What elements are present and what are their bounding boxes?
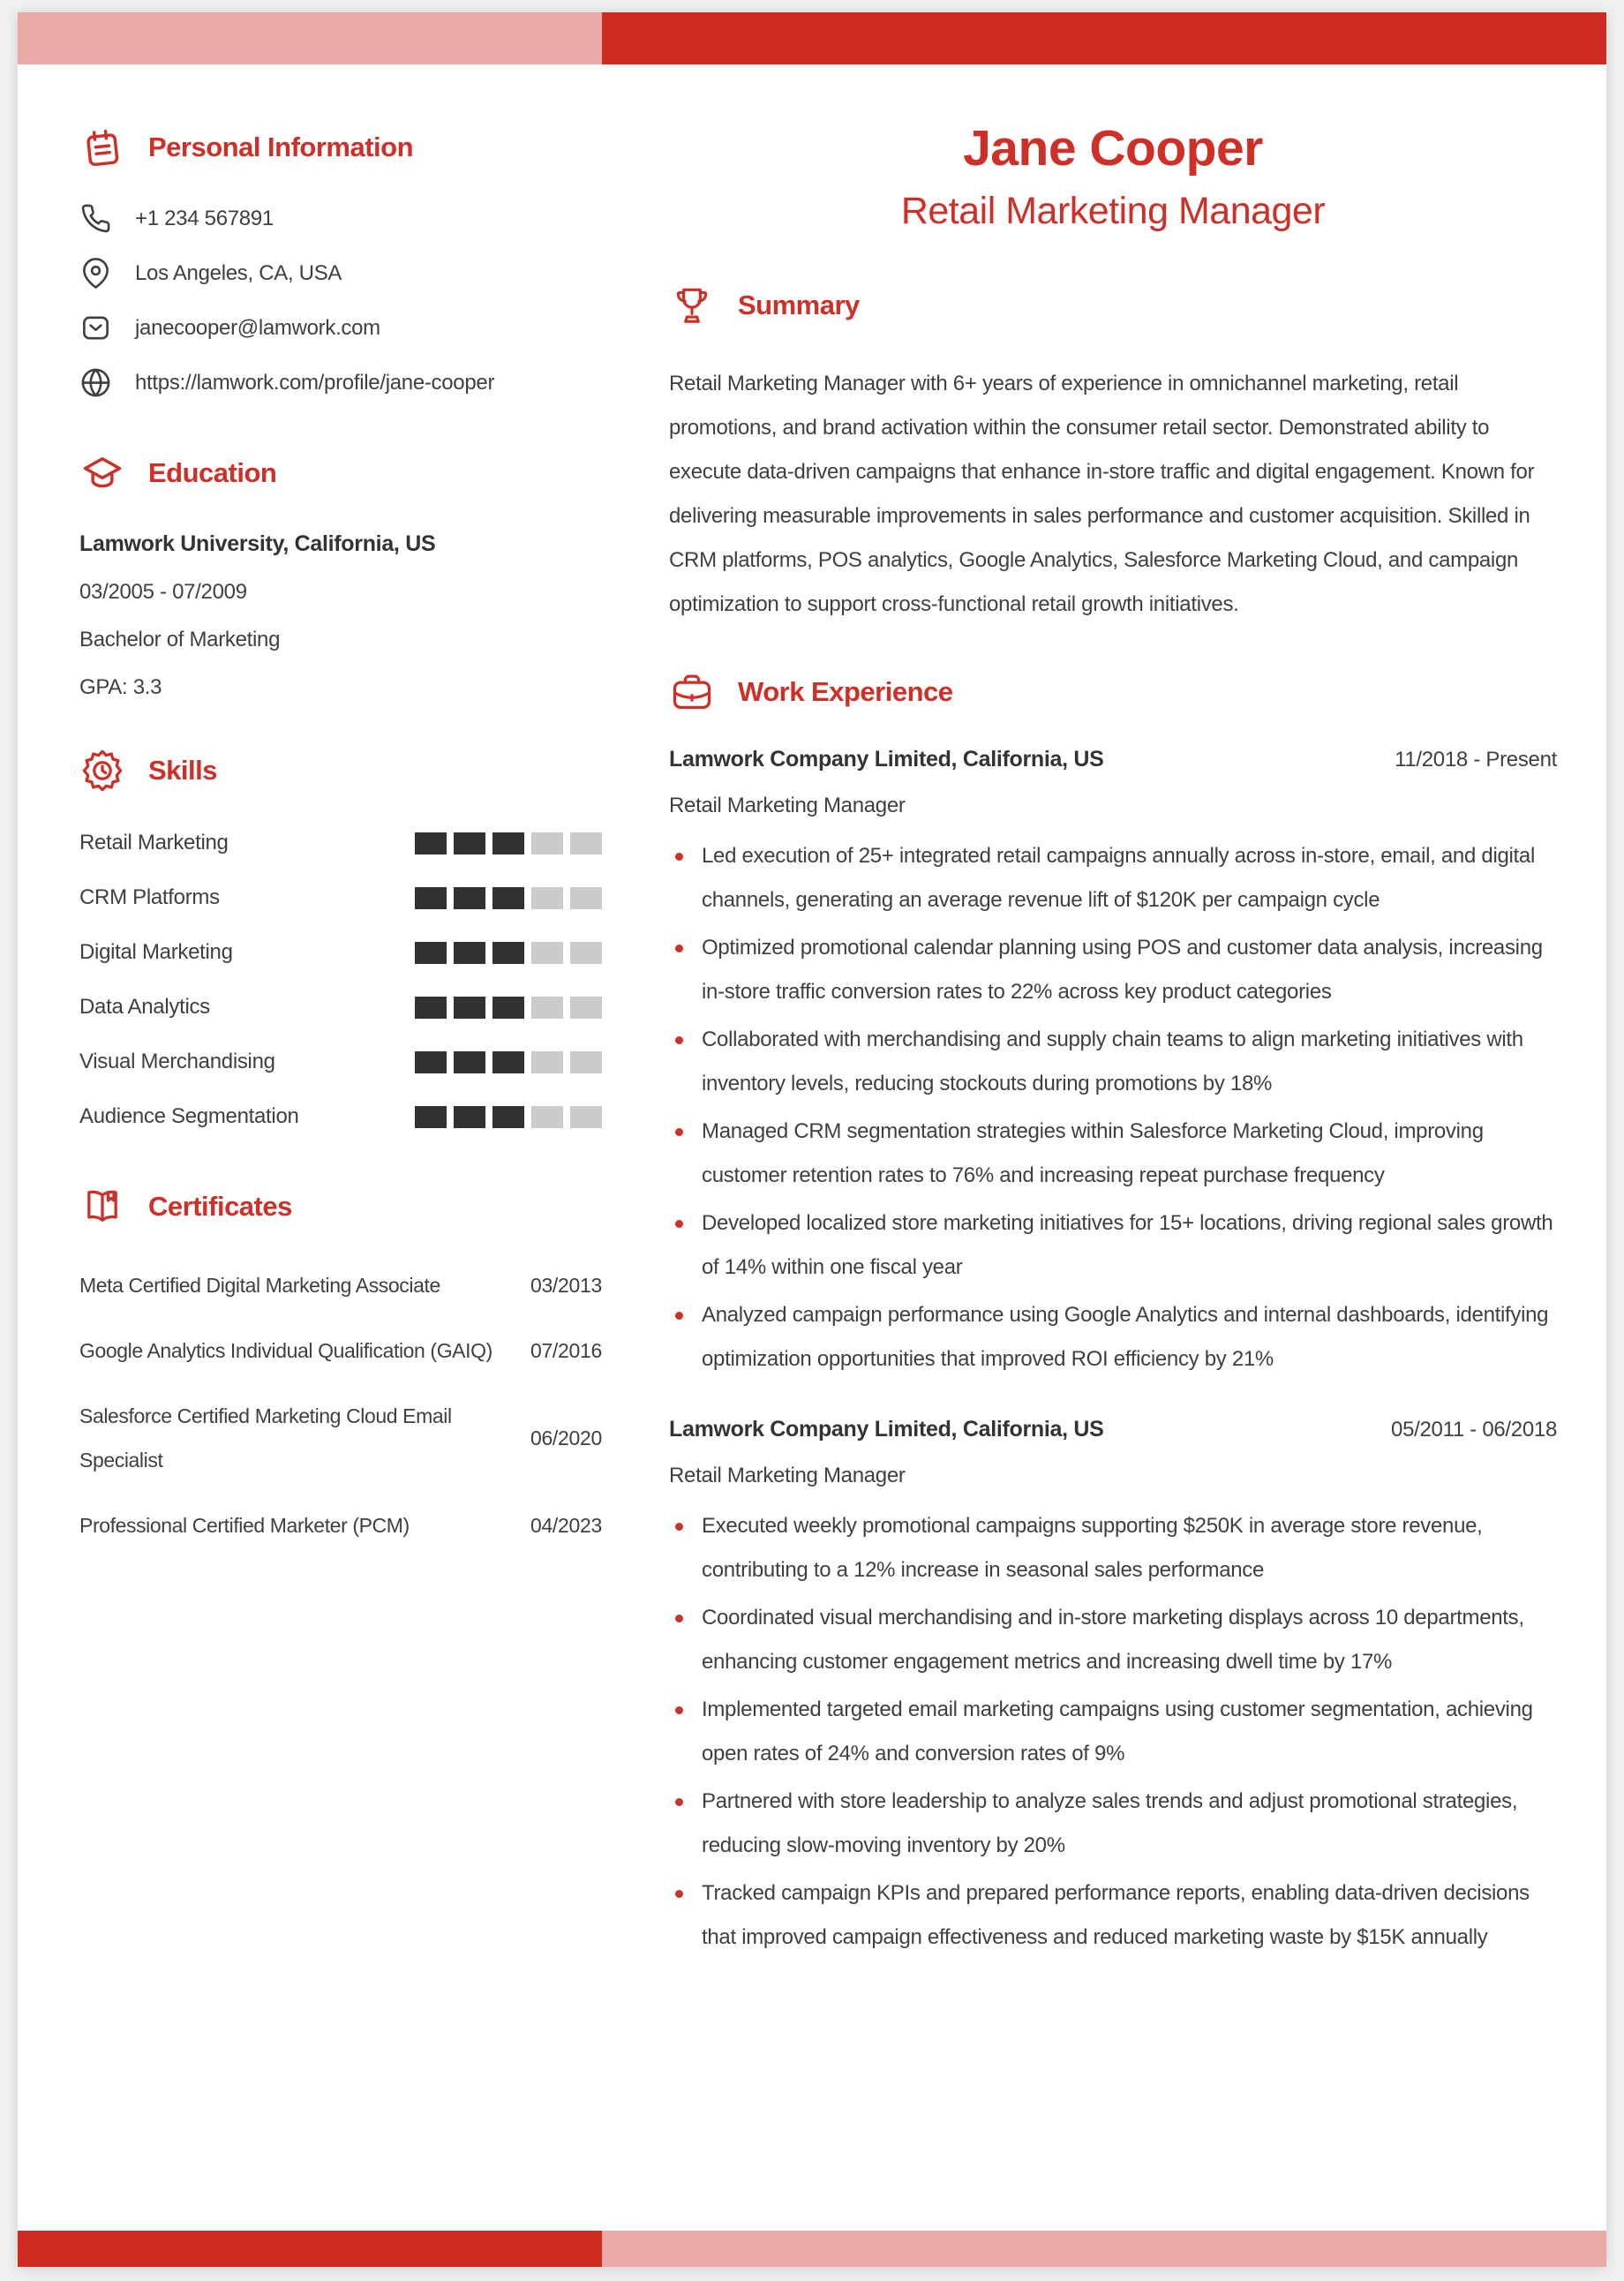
skill-row — [79, 1046, 602, 1078]
summary-text: Retail Marketing Manager with 6+ years of experience in omnichannel marketing, retail promotions, and brand activation within the consumer retail sector. Demonstrated ability to execute data-driven campaigns that enhance in-store traffic and digital engagement. Known for delivering measurable improvements in sales performance and customer acquisition. Skilled in CRM platforms, POS analytics, Google Analytics, Salesforce Marketing Cloud, and campaign optimization to support cross-functional retail growth initiatives. — [669, 372, 1535, 616]
certificate-date: 04/2023 — [530, 1513, 602, 1537]
summary-section — [669, 282, 1557, 627]
job-company: Lamwork Company Limited, California, US — [669, 747, 1104, 772]
skill-square-filled — [492, 887, 524, 909]
job-bullet: Analyzed campaign performance using Google Analytics and internal dashboards, identifying optimization opportunities that improved ROI efficiency by 21% — [669, 1293, 1557, 1381]
certificate-date: 03/2013 — [530, 1273, 602, 1297]
skill-square-filled — [492, 832, 524, 854]
resume-content — [18, 64, 1606, 1963]
bottom-bar-red-segment — [18, 2231, 602, 2267]
certificates-heading: Certificates — [148, 1191, 292, 1222]
skill-row — [79, 882, 602, 914]
briefcase-icon — [669, 669, 715, 715]
job-header — [669, 747, 1557, 772]
contact-website-row — [79, 366, 602, 399]
certificate-row — [79, 1503, 602, 1547]
skill-square-filled — [454, 832, 485, 854]
job-bullet: Managed CRM segmentation strategies within Salesforce Marketing Cloud, improving customer retention rates to 76% and increasing repeat purchase frequency — [669, 1110, 1557, 1198]
personal-info-section — [79, 124, 602, 399]
skill-square-filled — [415, 1051, 447, 1073]
skill-square-filled — [415, 997, 447, 1019]
main-column — [669, 120, 1557, 1963]
globe-icon — [79, 366, 112, 399]
top-accent-bar — [18, 12, 1606, 64]
skill-name: Audience Segmentation — [79, 1104, 299, 1128]
education-dates: 03/2005 - 07/2009 — [79, 580, 247, 604]
phone-number: +1 234 567891 — [135, 206, 274, 230]
skills-section — [79, 748, 602, 1133]
contact-email-row — [79, 312, 602, 344]
skill-square-filled — [454, 1106, 485, 1128]
job-bullet: Executed weekly promotional campaigns supporting $250K in average store revenue, contributing to a 12% increase in seasonal sales performance — [669, 1504, 1557, 1592]
job-role: Retail Marketing Manager — [669, 794, 906, 817]
skill-level-bar — [415, 997, 602, 1019]
skill-name: CRM Platforms — [79, 885, 220, 909]
skills-header — [79, 748, 602, 794]
skill-square-filled — [492, 997, 524, 1019]
phone-icon — [79, 202, 112, 235]
skill-square-empty — [531, 1051, 563, 1073]
skill-square-filled — [492, 1051, 524, 1073]
trophy-icon — [669, 282, 715, 328]
location-text: Los Angeles, CA, USA — [135, 260, 342, 285]
skill-square-filled — [454, 1051, 485, 1073]
personal-info-header — [79, 124, 602, 170]
education-school: Lamwork University, California, US — [79, 531, 436, 556]
job-company: Lamwork Company Limited, California, US — [669, 1417, 1104, 1442]
bottom-bar-pink-segment — [602, 2231, 1606, 2267]
certificate-date: 06/2020 — [530, 1426, 602, 1449]
job-bullet-list — [669, 834, 1557, 1381]
job-bullet: Coordinated visual merchandising and in-store marketing displays across 10 departments, enhancing customer engagement metrics and increasing dwell time by 17% — [669, 1596, 1557, 1684]
contact-phone-row — [79, 202, 602, 235]
skill-square-empty — [531, 887, 563, 909]
education-header — [79, 450, 602, 496]
education-degree: Bachelor of Marketing — [79, 628, 281, 651]
skill-name: Visual Merchandising — [79, 1050, 275, 1073]
skill-square-filled — [454, 997, 485, 1019]
skill-name: Digital Marketing — [79, 940, 233, 964]
skill-square-empty — [570, 887, 602, 909]
graduation-cap-icon — [79, 450, 125, 496]
summary-header — [669, 282, 1557, 328]
education-entry — [79, 531, 602, 700]
job-bullet: Led execution of 25+ integrated retail campaigns annually across in-store, email, and digital channels, generating an average revenue lift of $120K per campaign cycle — [669, 834, 1557, 922]
skill-level-bar — [415, 1051, 602, 1073]
skill-square-filled — [415, 832, 447, 854]
skill-square-empty — [570, 1106, 602, 1128]
skill-level-bar — [415, 832, 602, 854]
skill-square-filled — [415, 1106, 447, 1128]
education-section — [79, 450, 602, 700]
job-bullet: Tracked campaign KPIs and prepared performance reports, enabling data-driven decisions that improved campaign effectiveness and reduced marketing waste by $15K annually — [669, 1871, 1557, 1960]
skill-list — [79, 827, 602, 1133]
skill-square-empty — [570, 997, 602, 1019]
job-entry — [669, 747, 1557, 1381]
work-experience-heading: Work Experience — [738, 676, 953, 707]
skill-square-filled — [492, 942, 524, 964]
certificates-header — [79, 1184, 602, 1230]
badge-clock-icon — [79, 748, 125, 794]
skill-square-filled — [415, 942, 447, 964]
person-job-title: Retail Marketing Manager — [900, 190, 1326, 232]
skill-row — [79, 827, 602, 859]
education-heading: Education — [148, 457, 277, 488]
skill-row — [79, 991, 602, 1023]
website-url: https://lamwork.com/profile/jane-cooper — [135, 370, 495, 395]
work-experience-section — [669, 669, 1557, 1960]
job-dates: 05/2011 - 06/2018 — [1391, 1418, 1557, 1442]
job-entry — [669, 1417, 1557, 1960]
resume-page — [18, 12, 1606, 2267]
top-bar-red-segment — [602, 12, 1606, 64]
open-book-icon — [79, 1184, 125, 1230]
skill-square-empty — [570, 942, 602, 964]
contact-location-row — [79, 257, 602, 290]
job-bullet: Partnered with store leadership to analyze sales trends and adjust promotional strategies, reducing slow-moving inventory by 20% — [669, 1780, 1557, 1868]
person-name: Jane Cooper — [963, 120, 1263, 177]
job-header — [669, 1417, 1557, 1442]
certificates-section — [79, 1184, 602, 1547]
notepad-icon — [79, 124, 125, 170]
job-bullet: Optimized promotional calendar planning using POS and customer data analysis, increasing in-store traffic conversion rates to 22% across key product categories — [669, 926, 1557, 1014]
mail-icon — [79, 312, 112, 344]
skill-square-empty — [570, 832, 602, 854]
skill-name: Data Analytics — [79, 995, 210, 1019]
left-column — [79, 124, 602, 1963]
certificate-name: Google Analytics Individual Qualification (GAIQ) — [79, 1339, 492, 1362]
location-pin-icon — [79, 257, 112, 290]
skill-square-filled — [454, 942, 485, 964]
job-bullet: Collaborated with merchandising and supply chain teams to align marketing initiatives with inventory levels, reducing stockouts during promotions by 18% — [669, 1018, 1557, 1106]
skill-level-bar — [415, 1106, 602, 1128]
email-text: janecooper@lamwork.com — [135, 315, 380, 340]
certificate-name: Salesforce Certified Marketing Cloud Email Specialist — [79, 1404, 452, 1472]
skill-level-bar — [415, 942, 602, 964]
certificate-row — [79, 1263, 602, 1307]
certificate-row — [79, 1394, 602, 1482]
skill-square-filled — [454, 887, 485, 909]
certificate-name: Professional Certified Marketer (PCM) — [79, 1514, 410, 1537]
bottom-accent-bar — [18, 2231, 1606, 2267]
job-role: Retail Marketing Manager — [669, 1464, 906, 1487]
skill-square-filled — [415, 887, 447, 909]
contact-list — [79, 202, 602, 399]
skill-level-bar — [415, 887, 602, 909]
certificate-name: Meta Certified Digital Marketing Associate — [79, 1274, 440, 1297]
skill-square-empty — [531, 997, 563, 1019]
certificate-row — [79, 1329, 602, 1373]
skill-square-filled — [492, 1106, 524, 1128]
job-bullet: Developed localized store marketing initiatives for 15+ locations, driving regional sales growth of 14% within one fiscal year — [669, 1201, 1557, 1290]
job-bullet-list — [669, 1504, 1557, 1960]
job-dates: 11/2018 - Present — [1395, 748, 1557, 772]
summary-heading: Summary — [738, 290, 860, 320]
certificate-list — [79, 1263, 602, 1547]
education-gpa: GPA: 3.3 — [79, 675, 162, 699]
certificate-date: 07/2016 — [530, 1338, 602, 1362]
personal-info-heading: Personal Information — [148, 132, 414, 162]
skill-square-empty — [531, 1106, 563, 1128]
skill-square-empty — [531, 942, 563, 964]
work-experience-header — [669, 669, 1557, 715]
skill-row — [79, 937, 602, 968]
skills-heading: Skills — [148, 755, 217, 786]
job-bullet: Implemented targeted email marketing campaigns using customer segmentation, achieving open rates of 24% and conversion rates of 9% — [669, 1688, 1557, 1776]
top-bar-pink-segment — [18, 12, 602, 64]
skill-square-empty — [531, 832, 563, 854]
skill-square-empty — [570, 1051, 602, 1073]
skill-name: Retail Marketing — [79, 831, 229, 854]
skill-row — [79, 1101, 602, 1133]
